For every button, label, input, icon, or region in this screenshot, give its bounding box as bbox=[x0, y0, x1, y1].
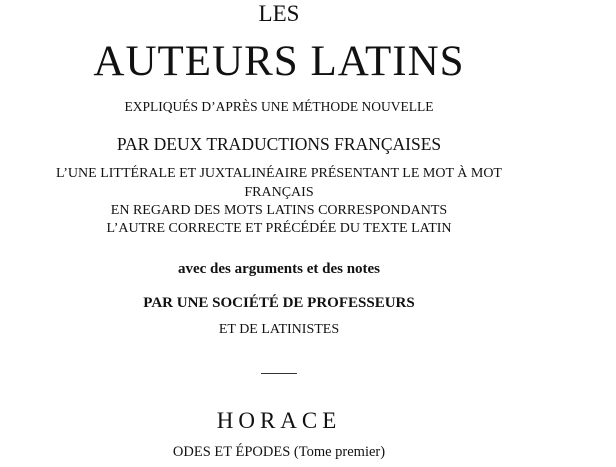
translations-heading: PAR DEUX TRADUCTIONS FRANÇAISES bbox=[116, 134, 442, 154]
work-title: ODES ET ÉPODES (Tome premier) bbox=[172, 444, 386, 460]
divider-rule bbox=[261, 373, 297, 374]
description-line: FRANÇAIS bbox=[244, 185, 314, 200]
arguments-note: avec des arguments et des notes bbox=[177, 261, 381, 277]
series-prefix: LES bbox=[258, 1, 300, 26]
description-line: L’AUTRE CORRECTE ET PRÉCÉDÉE DU TEXTE LATIN bbox=[106, 221, 452, 236]
subtitle: EXPLIQUÉS D’APRÈS UNE MÉTHODE NOUVELLE bbox=[124, 99, 434, 114]
description-line: L’UNE LITTÉRALE ET JUXTALINÉAIRE PRÉSENTANT LE MOT À MOT bbox=[56, 166, 502, 181]
latinistes-credit: ET DE LATINISTES bbox=[218, 322, 340, 337]
description-line: EN REGARD DES MOTS LATINS CORRESPONDANTS bbox=[110, 203, 448, 218]
society-credit: PAR UNE SOCIÉTÉ DE PROFESSEURS bbox=[143, 295, 415, 311]
series-title: AUTEURS LATINS bbox=[93, 38, 465, 85]
author-name: HORACE bbox=[216, 408, 342, 433]
